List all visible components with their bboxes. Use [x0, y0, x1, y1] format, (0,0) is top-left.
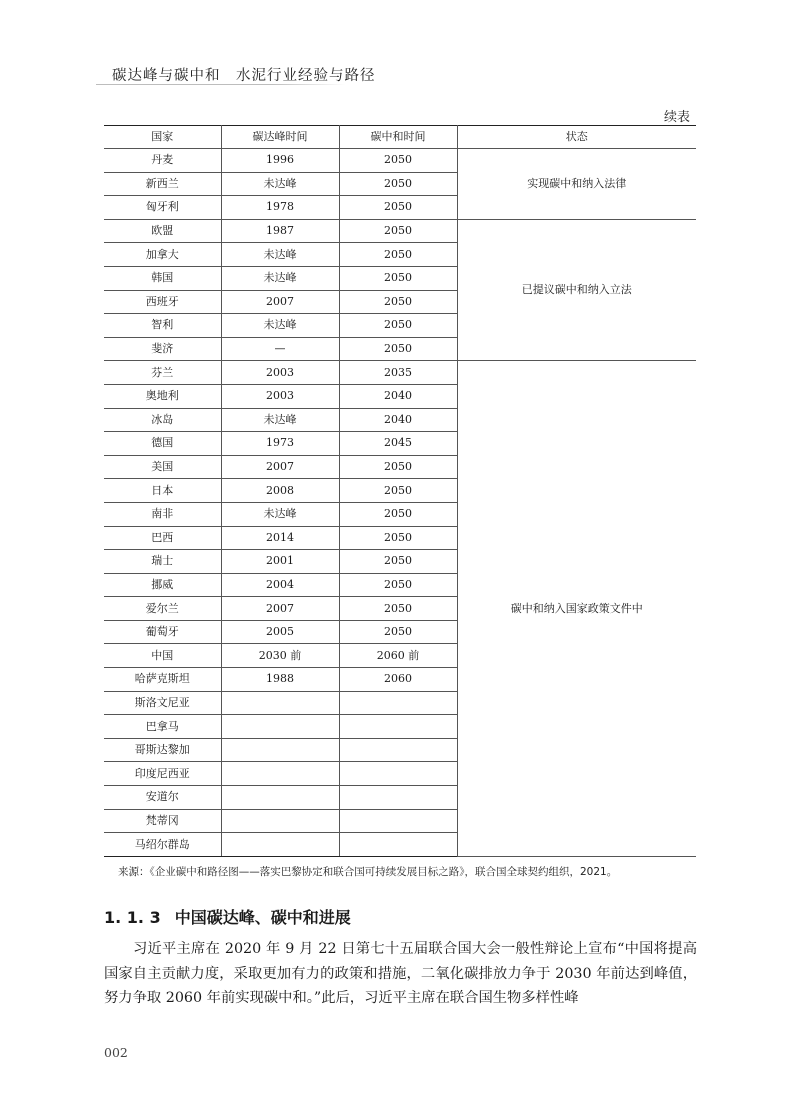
country-cell: 美国	[104, 455, 221, 479]
table-header-row	[104, 126, 696, 149]
peak-year-cell: 未达峰	[221, 408, 339, 432]
peak-year-cell	[221, 715, 339, 739]
country-cell: 匈牙利	[104, 196, 221, 220]
country-cell: 日本	[104, 479, 221, 503]
page-number: 002	[104, 1045, 128, 1060]
country-cell: 加拿大	[104, 243, 221, 267]
peak-year-cell	[221, 691, 339, 715]
neutral-year-cell: 2050	[339, 337, 457, 361]
country-cell: 韩国	[104, 266, 221, 290]
carbon-targets-table	[104, 125, 696, 857]
country-cell: 丹麦	[104, 149, 221, 173]
neutral-year-cell: 2050	[339, 573, 457, 597]
country-cell: 巴拿马	[104, 715, 221, 739]
table-source-note: 来源：《企业碳中和路径图——落实巴黎协定和联合国可持续发展目标之路》，联合国全球契约组织，2021。	[118, 866, 618, 878]
neutral-year-cell: 2040	[339, 408, 457, 432]
table-continued-label: 续表	[663, 110, 690, 125]
peak-year-cell: 未达峰	[221, 266, 339, 290]
neutral-year-cell	[339, 833, 457, 857]
country-cell: 哈萨克斯坦	[104, 668, 221, 692]
country-cell: 印度尼西亚	[104, 762, 221, 786]
neutral-year-cell: 2060	[339, 668, 457, 692]
neutral-year-cell	[339, 691, 457, 715]
country-cell: 中国	[104, 644, 221, 668]
peak-year-cell: 2007	[221, 290, 339, 314]
neutral-year-cell	[339, 715, 457, 739]
neutral-year-cell: 2050	[339, 149, 457, 173]
neutral-year-cell: 2050	[339, 455, 457, 479]
neutral-year-cell: 2050	[339, 526, 457, 550]
country-cell: 斯洛文尼亚	[104, 691, 221, 715]
peak-year-cell: 2001	[221, 550, 339, 574]
country-cell: 马绍尔群岛	[104, 833, 221, 857]
peak-year-cell	[221, 809, 339, 833]
country-cell: 奥地利	[104, 384, 221, 408]
peak-year-cell: 1973	[221, 432, 339, 456]
peak-year-cell	[221, 762, 339, 786]
country-cell: 挪威	[104, 573, 221, 597]
neutral-year-cell: 2060 前	[339, 644, 457, 668]
neutral-year-cell: 2050	[339, 243, 457, 267]
peak-year-cell: 未达峰	[221, 243, 339, 267]
country-cell: 斐济	[104, 337, 221, 361]
neutral-year-cell: 2050	[339, 550, 457, 574]
status-cell: 已提议碳中和纳入立法	[457, 219, 696, 361]
country-cell: 爱尔兰	[104, 597, 221, 621]
table-row	[104, 149, 696, 173]
peak-year-cell: 2014	[221, 526, 339, 550]
running-header-title: 碳达峰与碳中和 水泥行业经验与路径	[112, 68, 376, 84]
country-cell: 哥斯达黎加	[104, 738, 221, 762]
neutral-year-cell: 2050	[339, 479, 457, 503]
neutral-year-cell: 2050	[339, 597, 457, 621]
neutral-year-cell: 2050	[339, 620, 457, 644]
neutral-year-cell: 2050	[339, 266, 457, 290]
peak-year-cell: 未达峰	[221, 172, 339, 196]
neutral-year-cell: 2050	[339, 196, 457, 220]
country-cell: 新西兰	[104, 172, 221, 196]
body-paragraph: 习近平主席在 2020 年 9 月 22 日第七十五届联合国大会一般性辩论上宣布“中国将提高国家自主贡献力度，采取更加有力的政策和措施，二氧化碳排放力争于 2030 年前达到峰值，努力争取 2060 年前实现碳中和。”此后，习近平主席在联合国生物多样性峰	[104, 941, 697, 1006]
table-row	[104, 361, 696, 385]
peak-year-cell: 2007	[221, 455, 339, 479]
section-title: 中国碳达峰、碳中和进展	[174, 908, 351, 927]
status-cell: 实现碳中和纳入法律	[457, 149, 696, 220]
country-cell: 芬兰	[104, 361, 221, 385]
table-body	[104, 149, 696, 857]
peak-year-cell: —	[221, 337, 339, 361]
header-rule	[96, 84, 346, 85]
country-cell: 梵蒂冈	[104, 809, 221, 833]
neutral-year-cell: 2050	[339, 314, 457, 338]
table-row	[104, 219, 696, 243]
neutral-year-cell: 2050	[339, 219, 457, 243]
country-cell: 安道尔	[104, 786, 221, 810]
neutral-year-cell	[339, 738, 457, 762]
country-cell: 智利	[104, 314, 221, 338]
peak-year-cell: 2004	[221, 573, 339, 597]
column-header-status: 状态	[457, 126, 696, 149]
peak-year-cell: 未达峰	[221, 314, 339, 338]
peak-year-cell: 1987	[221, 219, 339, 243]
peak-year-cell: 2008	[221, 479, 339, 503]
peak-year-cell: 2003	[221, 384, 339, 408]
peak-year-cell: 1978	[221, 196, 339, 220]
country-cell: 瑞士	[104, 550, 221, 574]
column-header-country: 国家	[104, 126, 221, 149]
neutral-year-cell	[339, 809, 457, 833]
neutral-year-cell	[339, 762, 457, 786]
peak-year-cell	[221, 833, 339, 857]
peak-year-cell: 2003	[221, 361, 339, 385]
neutral-year-cell: 2035	[339, 361, 457, 385]
peak-year-cell: 1988	[221, 668, 339, 692]
neutral-year-cell: 2050	[339, 290, 457, 314]
country-cell: 冰岛	[104, 408, 221, 432]
country-cell: 德国	[104, 432, 221, 456]
section-number: 1. 1. 3	[104, 908, 161, 927]
country-cell: 巴西	[104, 526, 221, 550]
peak-year-cell: 2030 前	[221, 644, 339, 668]
neutral-year-cell: 2050	[339, 502, 457, 526]
peak-year-cell: 2005	[221, 620, 339, 644]
country-cell: 葡萄牙	[104, 620, 221, 644]
peak-year-cell: 2007	[221, 597, 339, 621]
column-header-peak-year: 碳达峰时间	[221, 126, 339, 149]
neutral-year-cell: 2045	[339, 432, 457, 456]
column-header-neutral-year: 碳中和时间	[339, 126, 457, 149]
neutral-year-cell	[339, 786, 457, 810]
peak-year-cell	[221, 786, 339, 810]
country-cell: 欧盟	[104, 219, 221, 243]
peak-year-cell: 1996	[221, 149, 339, 173]
peak-year-cell: 未达峰	[221, 502, 339, 526]
peak-year-cell	[221, 738, 339, 762]
country-cell: 南非	[104, 502, 221, 526]
status-cell: 碳中和纳入国家政策文件中	[457, 361, 696, 856]
neutral-year-cell: 2050	[339, 172, 457, 196]
neutral-year-cell: 2040	[339, 384, 457, 408]
section-heading	[104, 905, 351, 928]
country-cell: 西班牙	[104, 290, 221, 314]
